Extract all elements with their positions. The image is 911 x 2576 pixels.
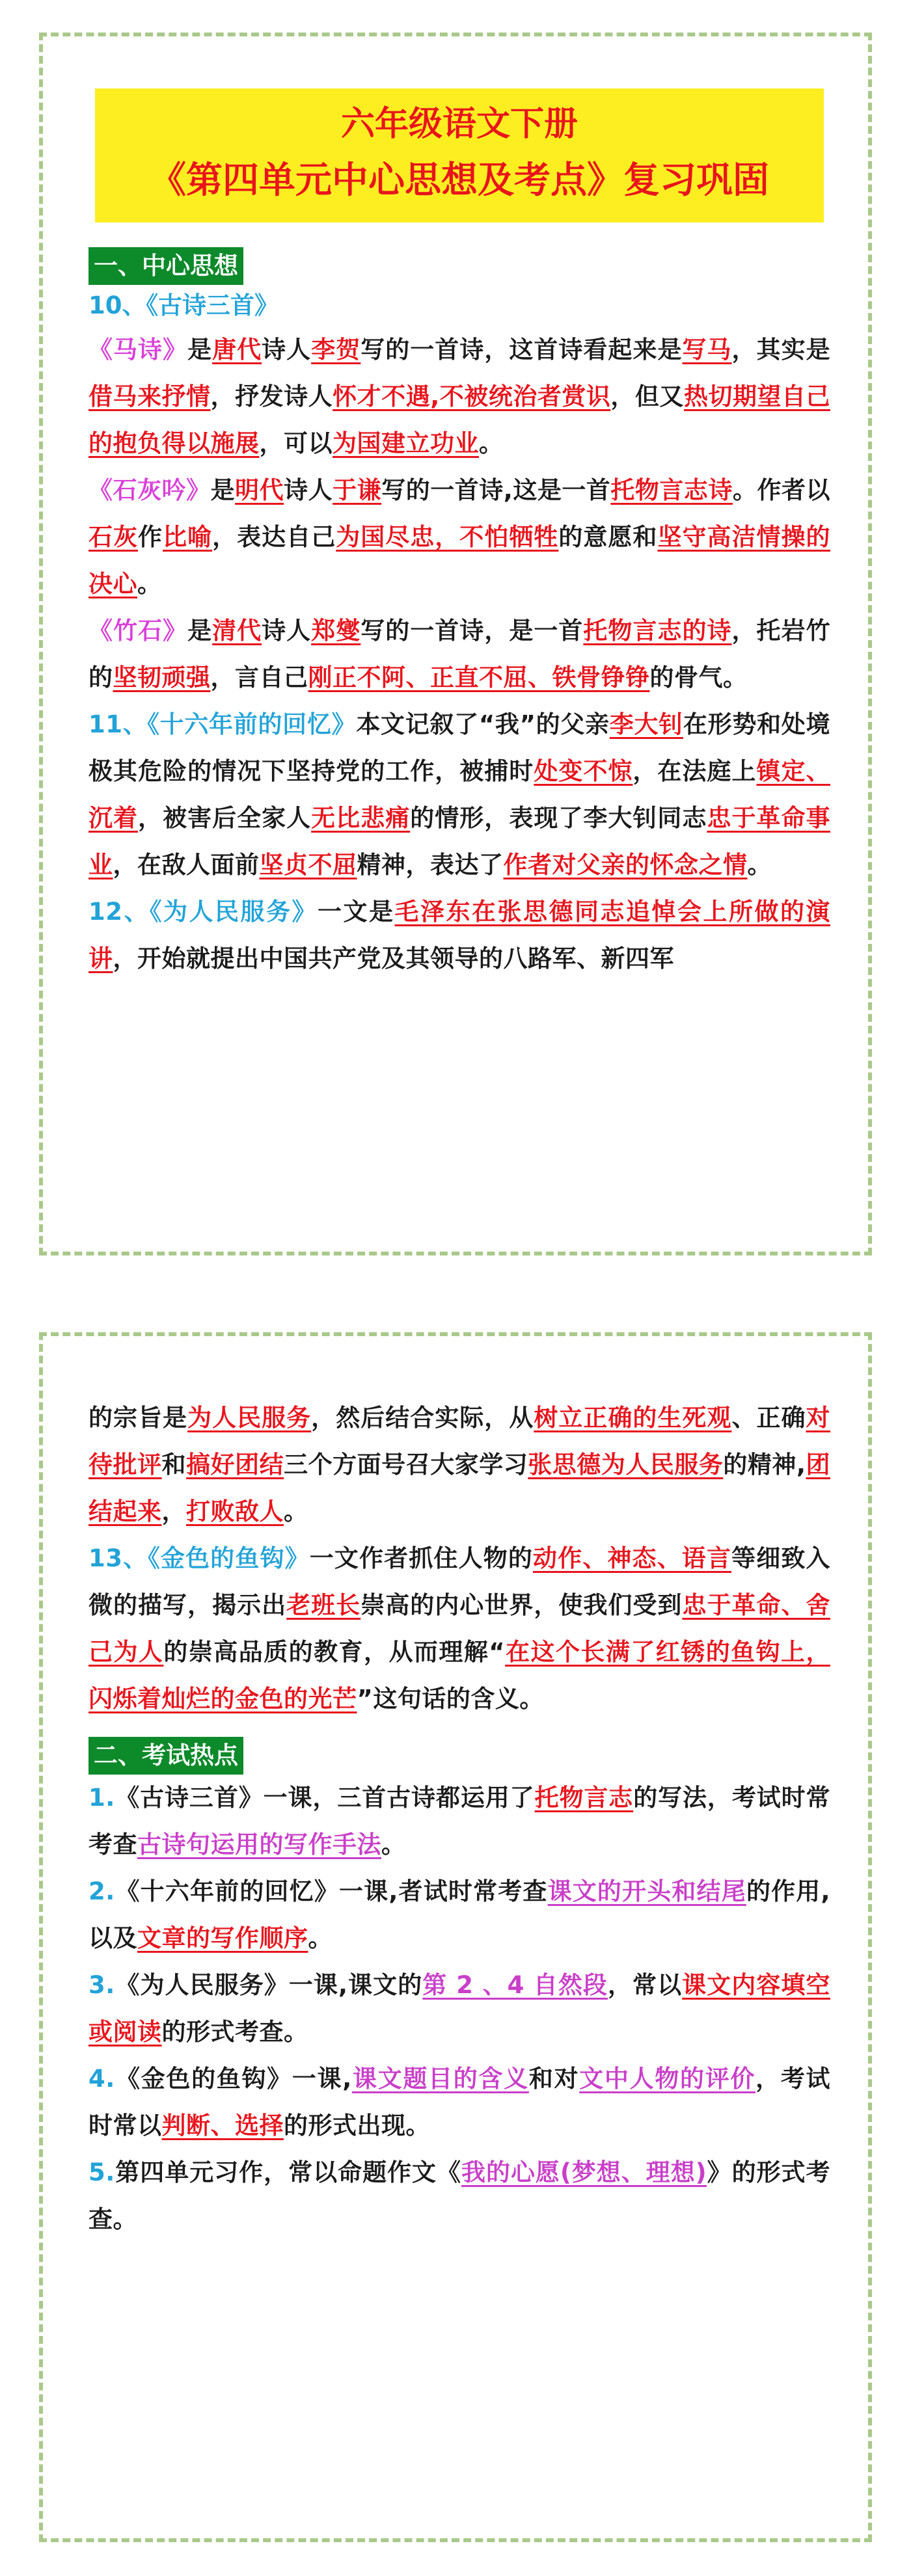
- text: 第四单元习作，常以命题作文《: [115, 2158, 461, 2186]
- highlight: 托物言志诗: [610, 476, 733, 504]
- text: ，常以: [607, 1971, 683, 1999]
- highlight: 文章的写作顺序: [137, 1924, 308, 1952]
- text: 。: [381, 1831, 406, 1858]
- highlight-purple: 课文的开头和结尾: [547, 1877, 746, 1905]
- list-number: 3.: [88, 1971, 115, 1999]
- text: 的写法，考试时常考查: [88, 1784, 831, 1858]
- text: ，开始就提出中国共产党及其领导的八路军、新四军: [113, 945, 674, 973]
- text: 精神，表达了: [357, 851, 504, 879]
- text: ，言自己: [210, 664, 308, 691]
- page-title: 六年级语文下册: [340, 105, 578, 144]
- text: 。: [137, 570, 162, 598]
- text: 的精神,: [723, 1451, 806, 1479]
- poem-shi-hui-yin-paragraph: [88, 467, 830, 608]
- highlight: 托物言志的诗: [583, 617, 732, 645]
- text: ，考试时常以: [88, 2065, 831, 2140]
- highlight: 为国建立功业: [333, 429, 479, 457]
- text: 《金色的鱼钩》一课,: [115, 2065, 352, 2093]
- hotspot-1: [88, 1775, 830, 1868]
- poem-name: 《马诗》: [88, 336, 188, 364]
- text: 在形势和处境极其危险的情况下坚持党的工作，被捕时: [88, 710, 830, 785]
- highlight: 借马来抒情: [88, 382, 211, 410]
- text: ，抒发诗人: [210, 382, 333, 410]
- text: ，但又: [610, 382, 684, 410]
- highlight: 怀才不遇,不被统治者赏识: [333, 382, 611, 410]
- highlight: 为国尽忠，不怕牺牲: [336, 523, 559, 551]
- item-13-paragraph: [88, 1535, 830, 1723]
- poem-name: 《竹石》: [88, 617, 188, 645]
- text: ，在法庭上: [632, 757, 757, 785]
- text: 》的形式考查。: [88, 2158, 831, 2233]
- highlight: 判断、选择: [161, 2112, 284, 2140]
- text: 的形式出现。: [284, 2112, 430, 2140]
- poem-ma-shi-paragraph: [88, 327, 830, 467]
- item-10-title: 10、《古诗三首》: [88, 291, 279, 319]
- item-12-continued-paragraph: [88, 1395, 830, 1535]
- text: 和: [161, 1451, 187, 1479]
- text: 《古诗三首》一课，三首古诗都运用了: [115, 1784, 535, 1812]
- text: 。作者以: [732, 476, 831, 504]
- section-header-exam-hotspots: 二、考试热点: [88, 1737, 243, 1775]
- text: ，然后结合实际，从: [311, 1404, 534, 1432]
- highlight: 忠于革命、舍己为人: [88, 1591, 831, 1666]
- highlight: 团结起来: [88, 1451, 831, 1525]
- text: ，其实是: [731, 336, 831, 364]
- text: 和对: [528, 2065, 580, 2093]
- list-number: 1.: [88, 1784, 115, 1812]
- text: 。: [284, 1497, 308, 1525]
- text: 诗人: [262, 617, 312, 645]
- highlight: 为人民服务: [187, 1404, 312, 1432]
- highlight: 镇定、沉着: [88, 757, 831, 832]
- highlight: 写马: [682, 336, 732, 364]
- highlight: 处变不惊: [534, 757, 633, 785]
- highlight: 课文内容填空或阅读: [88, 1971, 831, 2046]
- highlight: 热切期望自己的抱负得以施展: [88, 382, 831, 457]
- text: 是: [187, 336, 213, 364]
- highlight: 坚守高洁情操的决心: [88, 523, 831, 598]
- highlight: 在这个长满了红锈的鱼钩上，闪烁着灿烂的金色的光芒: [88, 1638, 831, 1713]
- highlight: 张思德为人民服务: [528, 1451, 724, 1479]
- highlight: 打败敌人: [186, 1497, 284, 1525]
- text: 是: [210, 476, 236, 504]
- page-subtitle: 《第四单元中心思想及考点》复习巩固: [150, 159, 769, 202]
- text: 的情形，表现了李大钊同志: [410, 804, 707, 832]
- poem-name: 《石灰吟》: [88, 476, 211, 504]
- text: 是: [187, 617, 213, 645]
- highlight: 刚正不阿、正直不屈、铁骨铮铮: [308, 664, 650, 691]
- item-11-title: 11、《十六年前的回忆》: [88, 710, 357, 738]
- highlight: 毛泽东在张思德同志追悼会上所做的演讲: [88, 898, 830, 973]
- text: 一文是: [318, 898, 395, 926]
- highlight: 明代: [235, 476, 284, 504]
- item-11-paragraph: [88, 701, 830, 889]
- list-number: 2.: [88, 1877, 115, 1905]
- hotspot-4: [88, 2056, 830, 2149]
- text: 《为人民服务》一课,课文的: [115, 1971, 423, 1999]
- text: 写的一首诗,这是一首: [381, 476, 611, 504]
- text: 。: [308, 1924, 333, 1952]
- highlight: 忠于革命事业: [88, 804, 831, 879]
- highlight: 于谦: [333, 476, 382, 504]
- text: ，: [161, 1497, 186, 1525]
- text: 一文作者抓住人物的: [309, 1544, 533, 1572]
- title-banner: [95, 88, 824, 222]
- text: 的宗旨是: [88, 1404, 188, 1432]
- highlight: 李贺: [311, 336, 361, 364]
- card-page-2: [39, 1332, 872, 2542]
- hotspot-2: [88, 1868, 830, 1962]
- hotspot-5: [88, 2149, 830, 2243]
- highlight-purple: 古诗句运用的写作手法: [137, 1831, 381, 1858]
- highlight-purple: 课文题目的含义: [351, 2065, 529, 2093]
- text: ，在敌人面前: [113, 851, 260, 879]
- text: 的作用,以及: [88, 1877, 830, 1952]
- text: 写的一首诗，这首诗看起来是: [360, 336, 683, 364]
- highlight: 比喻: [163, 523, 213, 551]
- text: 本文记叙了“我”的父亲: [356, 710, 610, 738]
- text: 诗人: [262, 336, 312, 364]
- highlight: 无比悲痛: [311, 804, 411, 832]
- text: 三个方面号召大家学习: [284, 1451, 528, 1479]
- text: ，可以: [259, 429, 333, 457]
- hotspot-3: [88, 1962, 830, 2056]
- text: 崇高的内心世界，使我们受到: [360, 1591, 683, 1619]
- text: 的骨气。: [649, 664, 748, 691]
- highlight: 清代: [212, 617, 262, 645]
- text: 。: [479, 429, 504, 457]
- highlight: 树立正确的生死观: [534, 1404, 732, 1432]
- highlight: 托物言志: [534, 1784, 634, 1812]
- highlight: 搞好团结: [186, 1451, 284, 1479]
- text: 的意愿和: [558, 523, 658, 551]
- text: 写的一首诗，是一首: [360, 617, 584, 645]
- text: 《十六年前的回忆》一课,者试时常考查: [115, 1877, 548, 1905]
- highlight: 对待批评: [88, 1404, 831, 1479]
- poem-zhu-shi-paragraph: [88, 608, 830, 701]
- highlight: 李大钊: [609, 710, 683, 738]
- text: ，表达自己: [212, 523, 336, 551]
- list-number: 5.: [88, 2158, 115, 2186]
- highlight-purple: 文中人物的评价: [579, 2065, 756, 2093]
- text: ”这句话的含义。: [357, 1685, 544, 1713]
- highlight-purple: 我的心愿(梦想、理想): [461, 2158, 707, 2186]
- card-page-1: [39, 33, 872, 1255]
- item-12-paragraph: [88, 889, 830, 982]
- highlight: 动作、神态、语言: [532, 1544, 732, 1572]
- highlight: 坚贞不屈: [259, 851, 357, 879]
- highlight: 石灰: [88, 523, 139, 551]
- text: 的形式考查。: [161, 2018, 308, 2046]
- highlight: 郑燮: [311, 617, 361, 645]
- highlight-purple: 第 2 、4 自然段: [422, 1971, 608, 1999]
- list-number: 4.: [88, 2065, 115, 2093]
- text: ，被害后全家人: [138, 804, 312, 832]
- text: 的崇高品质的教育，从而理解“: [163, 1638, 506, 1666]
- text: 等细致入微的描写，揭示出: [88, 1544, 831, 1619]
- section-header-central-idea: 一、中心思想: [88, 247, 243, 285]
- item-12-title: 12、《为人民服务》: [88, 898, 318, 926]
- text: 作: [138, 523, 163, 551]
- highlight: 作者对父亲的怀念之情: [503, 851, 748, 879]
- highlight: 老班长: [286, 1591, 361, 1619]
- text: 诗人: [284, 476, 333, 504]
- card-1-content: [88, 88, 830, 982]
- text: ，托岩竹的: [88, 617, 831, 691]
- highlight: 坚韧顽强: [113, 664, 211, 691]
- item-13-title: 13、《金色的鱼钩》: [88, 1544, 310, 1572]
- text: 。: [747, 851, 772, 879]
- card-2-content: [88, 1395, 830, 2243]
- text: 、正确: [731, 1404, 806, 1432]
- highlight: 唐代: [212, 336, 262, 364]
